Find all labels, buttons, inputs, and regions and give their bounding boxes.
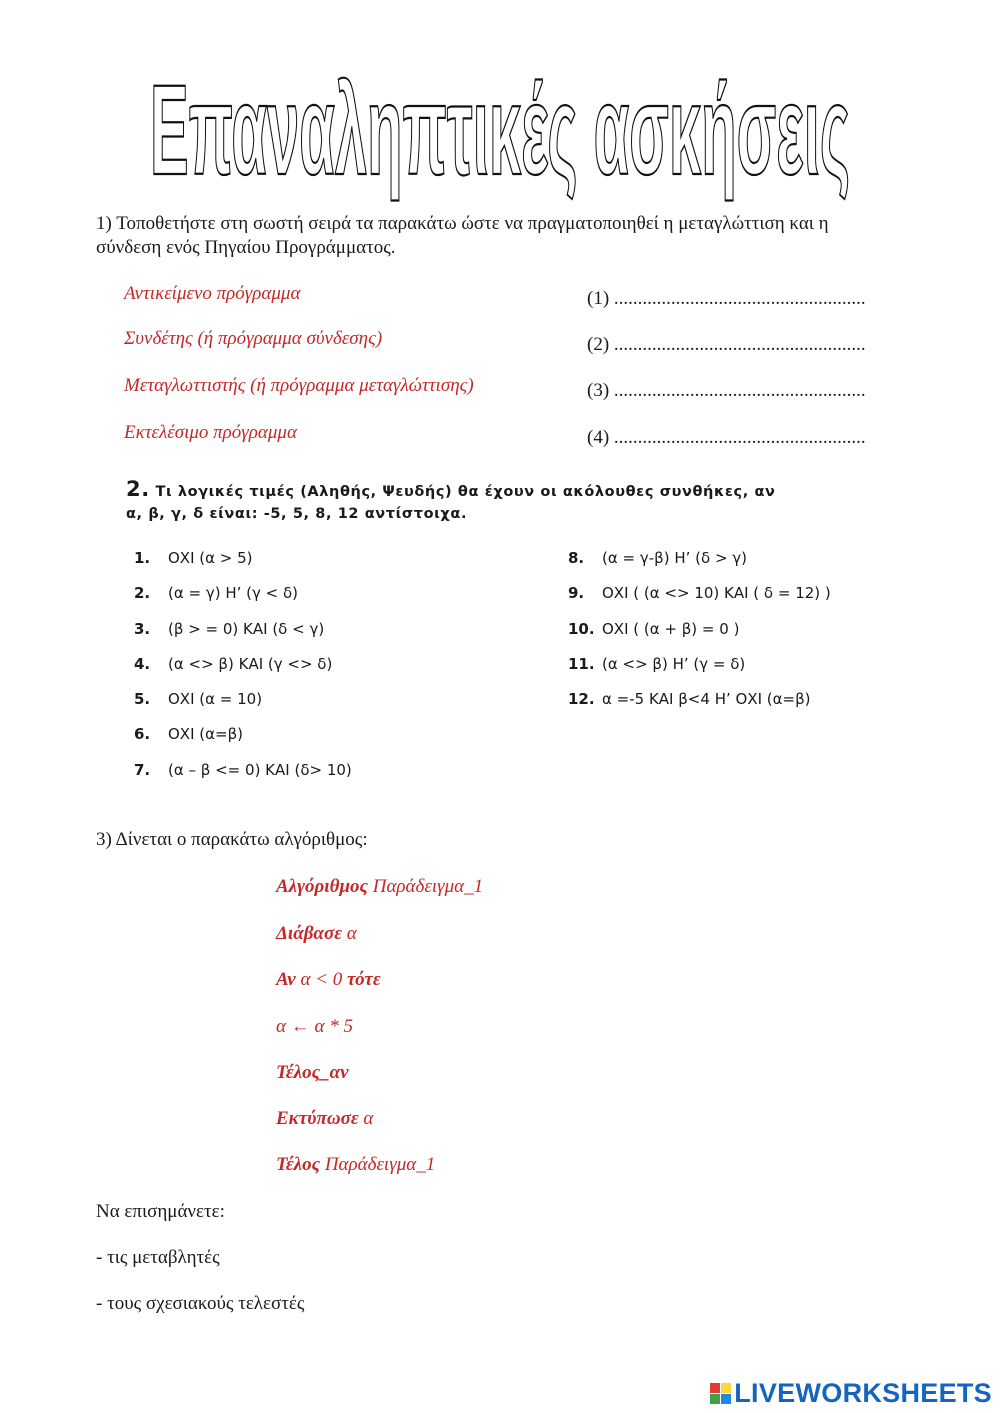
condition-number: 11. <box>568 655 595 673</box>
algo-keyword: Τέλος_αν <box>276 1062 349 1083</box>
condition-item <box>568 620 739 638</box>
condition-number: 4. <box>134 655 151 673</box>
condition-item <box>134 655 332 673</box>
condition-expression: ΟΧΙ (α = 10) <box>168 690 263 708</box>
algo-line-4: α ← α * 5 <box>276 1016 353 1037</box>
condition-item <box>134 620 324 638</box>
condition-item <box>568 690 811 708</box>
q1-item[interactable]: Συνδέτης (ή πρόγραμμα σύνδεσης) <box>124 328 383 349</box>
condition-number: 9. <box>568 584 585 602</box>
condition-item <box>134 761 352 779</box>
q2-heading <box>126 478 846 525</box>
condition-item <box>134 725 243 743</box>
algo-keyword: τότε <box>347 969 381 990</box>
title-text: Επαναληπτικές ασκήσεις <box>150 62 850 202</box>
condition-number: 10. <box>568 620 595 638</box>
algo-text: α <box>358 1108 374 1129</box>
condition-item <box>134 549 253 567</box>
condition-item <box>568 584 831 602</box>
condition-number: 3. <box>134 620 151 638</box>
algo-text: α < 0 <box>295 969 347 990</box>
algo-keyword: Εκτύπωσε <box>276 1108 359 1129</box>
answer-slot-1[interactable]: (1) ..................................................... <box>587 288 866 309</box>
algo-keyword: Διάβασε <box>276 923 342 944</box>
condition-number: 1. <box>134 549 151 567</box>
condition-number: 8. <box>568 549 585 567</box>
q1-prompt-line1: 1) Τοποθετήστε στη σωστή σειρά τα παρακάτω ώστε να πραγματοποιηθεί η μεταγλώττιση και η <box>96 213 829 234</box>
condition-number: 6. <box>134 725 151 743</box>
condition-expression: ΟΧΙ ( (α + β) = 0 ) <box>602 620 740 638</box>
logo-text: LIVEWORKSHEETS <box>734 1378 992 1408</box>
q1-item[interactable]: Αντικείμενο πρόγραμμα <box>124 283 301 304</box>
condition-number: 5. <box>134 690 151 708</box>
q1-item[interactable]: Εκτελέσιμο πρόγραμμα <box>124 422 297 443</box>
condition-expression: (β > = 0) ΚΑΙ (δ < γ) <box>168 620 325 638</box>
algo-keyword: Αλγόριθμος <box>276 876 368 897</box>
condition-expression: ΟΧΙ ( (α <> 10) ΚΑΙ ( δ = 12) ) <box>602 584 831 602</box>
q2-number: 2. <box>126 477 150 501</box>
algo-line-5 <box>276 1062 349 1084</box>
condition-item <box>134 690 262 708</box>
logo-squares-icon <box>710 1383 731 1404</box>
liveworksheets-logo[interactable] <box>710 1378 992 1409</box>
condition-expression: ΟΧΙ (α=β) <box>168 725 244 743</box>
algo-text: Παράδειγμα_1 <box>320 1154 436 1175</box>
condition-expression: (α <> β) ΚΑΙ (γ <> δ) <box>168 655 333 673</box>
q3-note: Να επισημάνετε: <box>96 1201 225 1222</box>
algo-line-3 <box>276 969 381 991</box>
condition-item <box>134 584 298 602</box>
condition-expression: (α = γ-β) Η’ (δ > γ) <box>602 549 748 567</box>
condition-number: 12. <box>568 690 595 708</box>
worksheet-title <box>140 62 860 202</box>
condition-expression: (α <> β) Η’ (γ = δ) <box>602 655 746 673</box>
condition-item <box>568 549 747 567</box>
answer-slot-4[interactable]: (4) ..................................................... <box>587 427 866 448</box>
algo-keyword: Αν <box>276 969 296 990</box>
algo-text: α <box>341 923 357 944</box>
q1-item[interactable]: Μεταγλωττιστής (ή πρόγραμμα μεταγλώττισης) <box>124 375 474 396</box>
condition-number: 2. <box>134 584 151 602</box>
condition-expression: α =-5 ΚΑΙ β<4 Η’ ΟΧΙ (α=β) <box>602 690 811 708</box>
algo-text: Παράδειγμα_1 <box>367 876 484 897</box>
q1-prompt-line2: σύνδεση ενός Πηγαίου Προγράμματος. <box>96 237 396 258</box>
condition-number: 7. <box>134 761 151 779</box>
algo-line-6 <box>276 1108 373 1130</box>
q3-bullet-variables: - τις μεταβλητές <box>96 1247 220 1268</box>
algo-line-7 <box>276 1154 435 1176</box>
algo-line-1 <box>276 876 483 898</box>
algo-keyword: Τέλος <box>276 1154 321 1175</box>
condition-expression: ΟΧΙ (α > 5) <box>168 549 253 567</box>
algo-line-2 <box>276 923 357 945</box>
q1-prompt <box>96 212 829 260</box>
answer-slot-3[interactable]: (3) ..................................................... <box>587 380 866 401</box>
q2-heading-line1: Τι λογικές τιμές (Αληθής, Ψευδής) θα έχουν οι ακόλουθες συνθήκες, αν <box>155 484 776 500</box>
q3-prompt: 3) Δίνεται ο παρακάτω αλγόριθμος: <box>96 829 368 850</box>
q2-heading-line2: α, β, γ, δ είναι: -5, 5, 8, 12 αντίστοιχα. <box>126 506 468 522</box>
condition-expression: (α – β <= 0) ΚΑΙ (δ> 10) <box>168 761 352 779</box>
q3-bullet-operators: - τους σχεσιακούς τελεστές <box>96 1293 305 1314</box>
answer-slot-2[interactable]: (2) ..................................................... <box>587 334 866 355</box>
condition-item <box>568 655 745 673</box>
condition-expression: (α = γ) Η’ (γ < δ) <box>168 584 299 602</box>
